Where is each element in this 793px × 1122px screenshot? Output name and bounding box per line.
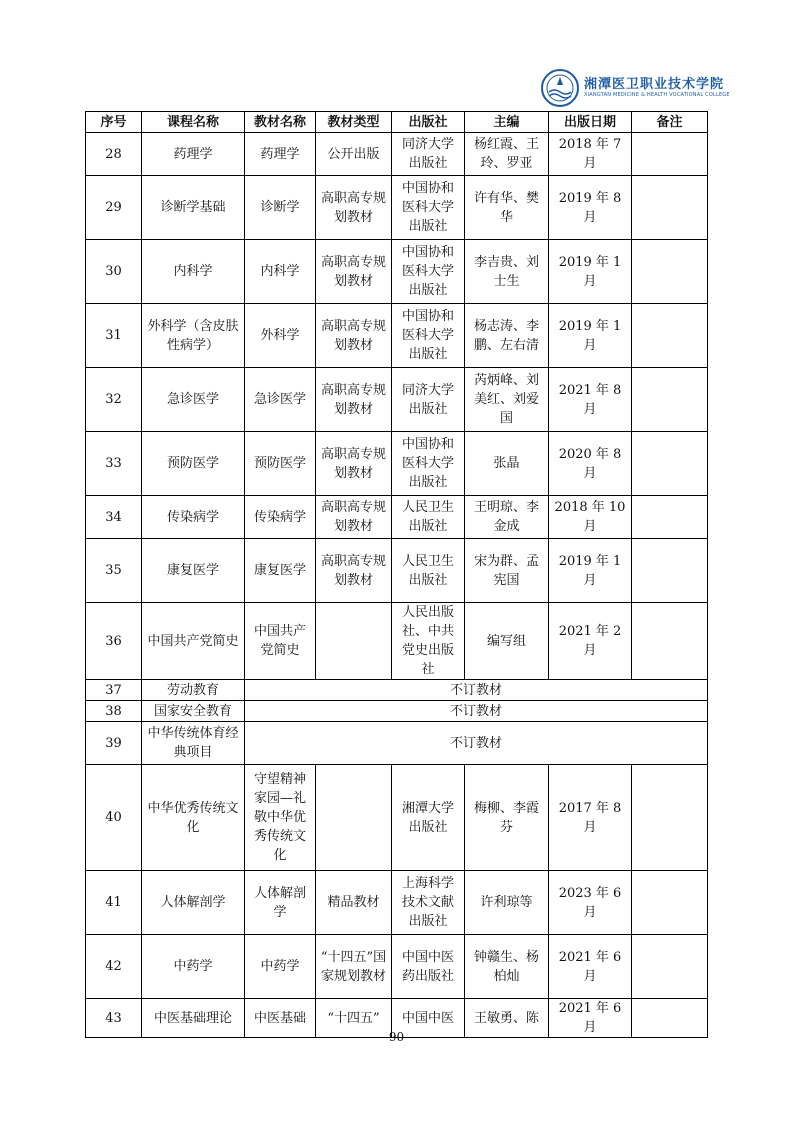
- cell-no: 43: [86, 999, 142, 1038]
- cell-course: 中药学: [142, 935, 245, 999]
- cell-merged-note: 不订教材: [245, 701, 708, 722]
- cell-editor: 钟赣生、杨柏灿: [465, 935, 549, 999]
- cell-type: 精品教材: [316, 871, 392, 935]
- cell-no: 39: [86, 722, 142, 765]
- cell-course: 诊断学基础: [142, 176, 245, 240]
- cell-note: [632, 176, 708, 240]
- cell-no: 33: [86, 432, 142, 496]
- cell-publisher: 人民卫生出版社: [392, 496, 465, 539]
- cell-publisher: 同济大学出版社: [392, 133, 465, 176]
- cell-editor: 王敏勇、陈: [465, 999, 549, 1038]
- cell-publisher: 上海科学技术文献出版社: [392, 871, 465, 935]
- cell-book: 外科学: [245, 304, 316, 368]
- cell-course: 急诊医学: [142, 368, 245, 432]
- cell-editor: 许利琼等: [465, 871, 549, 935]
- page-number: 90: [388, 1030, 405, 1044]
- table-row: [86, 935, 708, 999]
- cell-note: [632, 539, 708, 603]
- cell-editor: 许有华、樊华: [465, 176, 549, 240]
- cell-course: 外科学（含皮肤性病学）: [142, 304, 245, 368]
- cell-editor: 张晶: [465, 432, 549, 496]
- cell-course: 内科学: [142, 240, 245, 304]
- header-date: 出版日期: [549, 112, 632, 133]
- table-row: [86, 133, 708, 176]
- cell-note: [632, 432, 708, 496]
- header-book: 教材名称: [245, 112, 316, 133]
- cell-date: 2021 年 2 月: [549, 603, 632, 680]
- table-row: [86, 680, 708, 701]
- cell-editor: 芮炳峰、刘美红、刘爱国: [465, 368, 549, 432]
- cell-course: 中华传统体育经典项目: [142, 722, 245, 765]
- cell-merged-note: 不订教材: [245, 680, 708, 701]
- table-row: [86, 701, 708, 722]
- cell-no: 38: [86, 701, 142, 722]
- cell-book: 药理学: [245, 133, 316, 176]
- cell-date: 2021 年 6 月: [549, 935, 632, 999]
- cell-course: 中医基础理论: [142, 999, 245, 1038]
- cell-type: 高职高专规划教材: [316, 368, 392, 432]
- cell-no: 40: [86, 765, 142, 871]
- cell-course: 康复医学: [142, 539, 245, 603]
- cell-course: 国家安全教育: [142, 701, 245, 722]
- logo-chinese-name: 湘潭医卫职业技术学院: [584, 77, 725, 92]
- cell-no: 35: [86, 539, 142, 603]
- cell-no: 42: [86, 935, 142, 999]
- cell-type: 高职高专规划教材: [316, 432, 392, 496]
- cell-course: 中华优秀传统文化: [142, 765, 245, 871]
- cell-date: 2019 年 1 月: [549, 304, 632, 368]
- cell-no: 28: [86, 133, 142, 176]
- logo-english-name: XIANGTAN MEDICINE & HEALTH VOCATIONAL COLLEGE: [584, 92, 730, 98]
- cell-editor: 王明琼、李金成: [465, 496, 549, 539]
- cell-course: 药理学: [142, 133, 245, 176]
- cell-no: 31: [86, 304, 142, 368]
- table-header-row: [86, 112, 708, 133]
- cell-editor: 杨红霞、王玲、罗亚: [465, 133, 549, 176]
- cell-book: 中国共产党简史: [245, 603, 316, 680]
- table-row: [86, 871, 708, 935]
- cell-publisher: 湘潭大学出版社: [392, 765, 465, 871]
- cell-publisher: 人民卫生出版社: [392, 539, 465, 603]
- cell-date: 2019 年 1 月: [549, 240, 632, 304]
- cell-book: 中药学: [245, 935, 316, 999]
- table-row: [86, 603, 708, 680]
- table-row: [86, 539, 708, 603]
- cell-publisher: 同济大学出版社: [392, 368, 465, 432]
- cell-book: 内科学: [245, 240, 316, 304]
- cell-date: 2017 年 8 月: [549, 765, 632, 871]
- cell-date: 2019 年 8 月: [549, 176, 632, 240]
- cell-note: [632, 603, 708, 680]
- cell-type: 高职高专规划教材: [316, 240, 392, 304]
- cell-book: 康复医学: [245, 539, 316, 603]
- header-publisher: 出版社: [392, 112, 465, 133]
- cell-editor: 杨志涛、李鹏、左右清: [465, 304, 549, 368]
- cell-book: 诊断学: [245, 176, 316, 240]
- cell-course: 预防医学: [142, 432, 245, 496]
- cell-book: 中医基础: [245, 999, 316, 1038]
- cell-editor: 梅柳、李霞芬: [465, 765, 549, 871]
- header-type: 教材类型: [316, 112, 392, 133]
- cell-type: [316, 765, 392, 871]
- cell-note: [632, 368, 708, 432]
- cell-course: 劳动教育: [142, 680, 245, 701]
- cell-date: 2021 年 8 月: [549, 368, 632, 432]
- cell-type: “十四五”: [316, 999, 392, 1038]
- table-row: [86, 496, 708, 539]
- college-logo: [540, 66, 730, 110]
- cell-publisher: 中国协和医科大学出版社: [392, 432, 465, 496]
- cell-type: “十四五”国家规划教材: [316, 935, 392, 999]
- cell-note: [632, 935, 708, 999]
- cell-publisher: 中国中医: [392, 999, 465, 1038]
- header-editor: 主编: [465, 112, 549, 133]
- cell-no: 37: [86, 680, 142, 701]
- cell-date: 2023 年 6 月: [549, 871, 632, 935]
- cell-date: 2021 年 6 月: [549, 999, 632, 1038]
- cell-book: 预防医学: [245, 432, 316, 496]
- table-row: [86, 240, 708, 304]
- cell-note: [632, 240, 708, 304]
- cell-course: 传染病学: [142, 496, 245, 539]
- table-row: [86, 722, 708, 765]
- table-row: [86, 176, 708, 240]
- table-row: [86, 765, 708, 871]
- cell-book: 人体解剖学: [245, 871, 316, 935]
- cell-editor: 李吉贵、刘士生: [465, 240, 549, 304]
- cell-note: [632, 304, 708, 368]
- cell-type: 高职高专规划教材: [316, 304, 392, 368]
- cell-book: 守望精神家园—礼敬中华优秀传统文化: [245, 765, 316, 871]
- cell-book: 传染病学: [245, 496, 316, 539]
- cell-date: 2020 年 8 月: [549, 432, 632, 496]
- cell-type: 高职高专规划教材: [316, 496, 392, 539]
- cell-date: 2018 年 7 月: [549, 133, 632, 176]
- textbook-table: [85, 111, 708, 1038]
- cell-note: [632, 765, 708, 871]
- cell-publisher: 中国协和医科大学出版社: [392, 304, 465, 368]
- cell-no: 41: [86, 871, 142, 935]
- cell-type: 公开出版: [316, 133, 392, 176]
- cell-note: [632, 133, 708, 176]
- table-row: [86, 368, 708, 432]
- cell-no: 29: [86, 176, 142, 240]
- cell-note: [632, 496, 708, 539]
- cell-type: 高职高专规划教材: [316, 539, 392, 603]
- cell-type: [316, 603, 392, 680]
- cell-merged-note: 不订教材: [245, 722, 708, 765]
- cell-date: 2018 年 10 月: [549, 496, 632, 539]
- cell-publisher: 中国协和医科大学出版社: [392, 240, 465, 304]
- cell-date: 2019 年 1 月: [549, 539, 632, 603]
- cell-publisher: 中国中医药出版社: [392, 935, 465, 999]
- cell-book: 急诊医学: [245, 368, 316, 432]
- cell-type: 高职高专规划教材: [316, 176, 392, 240]
- cell-publisher: 中国协和医科大学出版社: [392, 176, 465, 240]
- header-no: 序号: [86, 112, 142, 133]
- cell-publisher: 人民出版社、中共党史出版社: [392, 603, 465, 680]
- college-emblem-icon: [540, 68, 580, 108]
- cell-editor: 编写组: [465, 603, 549, 680]
- table-row: [86, 432, 708, 496]
- cell-course: 中国共产党简史: [142, 603, 245, 680]
- cell-editor: 宋为群、孟宪国: [465, 539, 549, 603]
- cell-course: 人体解剖学: [142, 871, 245, 935]
- header-note: 备注: [632, 112, 708, 133]
- cell-no: 32: [86, 368, 142, 432]
- header-course: 课程名称: [142, 112, 245, 133]
- table-row: [86, 304, 708, 368]
- cell-no: 36: [86, 603, 142, 680]
- cell-no: 34: [86, 496, 142, 539]
- cell-note: [632, 871, 708, 935]
- cell-no: 30: [86, 240, 142, 304]
